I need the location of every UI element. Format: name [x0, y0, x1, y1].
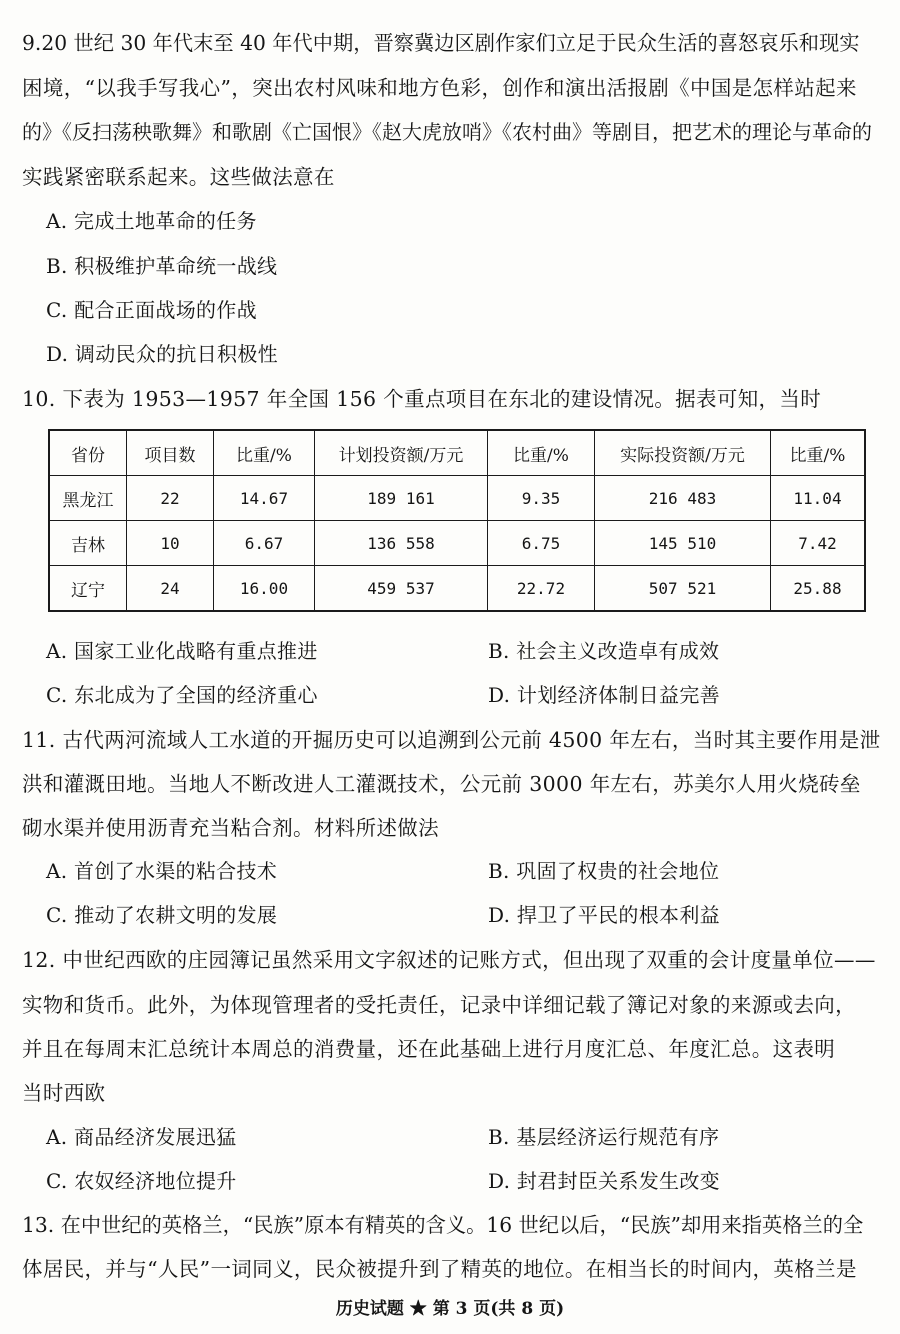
q11-stem-line: 11. 古代两河流域人工水道的开掘历史可以追溯到公元前 4500 年左右，当时其主要作用是泄 [22, 728, 881, 752]
table-cell: 6.67 [214, 521, 315, 566]
table-header-row [49, 430, 865, 476]
table-header-cell: 省份 [49, 430, 127, 476]
q12-option-b[interactable]: B. 基层经济运行规范有序 [488, 1125, 720, 1149]
q9-stem-line: 实践紧密联系起来。这些做法意在 [22, 165, 335, 189]
q13-stem-line: 体居民，并与“人民”一词同义，民众被提升到了精英的地位。在相当长的时间内，英格兰是 [22, 1257, 857, 1281]
table-cell: 16.00 [214, 566, 315, 612]
q12-stem-line: 当时西欧 [22, 1081, 106, 1105]
q11-option-c[interactable]: C. 推动了农耕文明的发展 [46, 903, 278, 927]
table-cell: 辽宁 [49, 566, 127, 612]
q12-option-a[interactable]: A. 商品经济发展迅猛 [46, 1125, 237, 1149]
table-cell: 黑龙江 [49, 476, 127, 521]
q12-stem-line: 实物和货币。此外，为体现管理者的受托责任，记录中详细记载了簿记对象的来源或去向， [22, 993, 856, 1017]
table-cell: 6.75 [488, 521, 595, 566]
q10-option-b[interactable]: B. 社会主义改造卓有成效 [488, 639, 720, 663]
q12-stem-line: 并且在每周末汇总统计本周总的消费量，还在此基础上进行月度汇总、年度汇总。这表明 [22, 1037, 836, 1061]
q9-option-b[interactable]: B. 积极维护革命统一战线 [46, 254, 278, 278]
table-header-cell: 实际投资额/万元 [595, 430, 771, 476]
table-cell: 145 510 [595, 521, 771, 566]
q10-option-d[interactable]: D. 计划经济体制日益完善 [488, 683, 720, 707]
table-header-cell: 项目数 [127, 430, 214, 476]
q9-stem-line: 困境，“以我手写我心”，突出农村风味和地方色彩，创作和演出活报剧《中国是怎样站起来 [22, 76, 857, 100]
table-cell: 459 537 [315, 566, 488, 612]
q10-data-table [48, 429, 866, 612]
table-cell: 22.72 [488, 566, 595, 612]
table-header-cell: 比重/% [771, 430, 866, 476]
table-cell: 25.88 [771, 566, 866, 612]
table-cell: 24 [127, 566, 214, 612]
q10-option-a[interactable]: A. 国家工业化战略有重点推进 [46, 639, 318, 663]
page-footer: 历史试题 ★ 第 3 页(共 8 页) [335, 1299, 565, 1319]
table-row [49, 521, 865, 566]
q11-option-d[interactable]: D. 捍卫了平民的根本利益 [488, 903, 720, 927]
q12-option-c[interactable]: C. 农奴经济地位提升 [46, 1169, 237, 1193]
table-cell: 136 558 [315, 521, 488, 566]
table-cell: 吉林 [49, 521, 127, 566]
q9-option-c[interactable]: C. 配合正面战场的作战 [46, 298, 257, 322]
q9-stem-line: 的》《反扫荡秧歌舞》和歌剧《亡国恨》《赵大虎放哨》《农村曲》等剧目，把艺术的理论与革命的 [22, 120, 872, 144]
table-cell: 216 483 [595, 476, 771, 521]
table-cell: 14.67 [214, 476, 315, 521]
q12-stem-line: 12. 中世纪西欧的庄园簿记虽然采用文字叙述的记账方式，但出现了双重的会计度量单位—— [22, 948, 876, 972]
q11-option-b[interactable]: B. 巩固了权贵的社会地位 [488, 859, 720, 883]
q9-option-a[interactable]: A. 完成土地革命的任务 [46, 209, 257, 233]
table-header-cell: 比重/% [214, 430, 315, 476]
q11-stem-line: 砌水渠并使用沥青充当粘合剂。材料所述做法 [22, 816, 439, 840]
table-row [49, 566, 865, 612]
q10-option-c[interactable]: C. 东北成为了全国的经济重心 [46, 683, 318, 707]
q11-stem-line: 洪和灌溉田地。当地人不断改进人工灌溉技术，公元前 3000 年左右，苏美尔人用火烧砖垒 [22, 772, 861, 796]
q13-stem-line: 13. 在中世纪的英格兰，“民族”原本有精英的含义。16 世纪以后，“民族”却用来指英格兰的全 [22, 1213, 864, 1237]
table-cell: 9.35 [488, 476, 595, 521]
table-header-cell: 计划投资额/万元 [315, 430, 488, 476]
q9-option-d[interactable]: D. 调动民众的抗日积极性 [46, 342, 278, 366]
table-cell: 507 521 [595, 566, 771, 612]
table-row [49, 476, 865, 521]
table-cell: 7.42 [771, 521, 866, 566]
q9-stem-line: 9.20 世纪 30 年代末至 40 年代中期，晋察冀边区剧作家们立足于民众生活的喜怒哀乐和现实 [22, 31, 860, 55]
q10-stem: 10. 下表为 1953—1957 年全国 156 个重点项目在东北的建设情况。据表可知，当时 [22, 387, 822, 411]
table-cell: 10 [127, 521, 214, 566]
table-cell: 189 161 [315, 476, 488, 521]
table-header-cell: 比重/% [488, 430, 595, 476]
q12-option-d[interactable]: D. 封君封臣关系发生改变 [488, 1169, 720, 1193]
table-cell: 11.04 [771, 476, 866, 521]
table-cell: 22 [127, 476, 214, 521]
q11-option-a[interactable]: A. 首创了水渠的粘合技术 [46, 859, 278, 883]
